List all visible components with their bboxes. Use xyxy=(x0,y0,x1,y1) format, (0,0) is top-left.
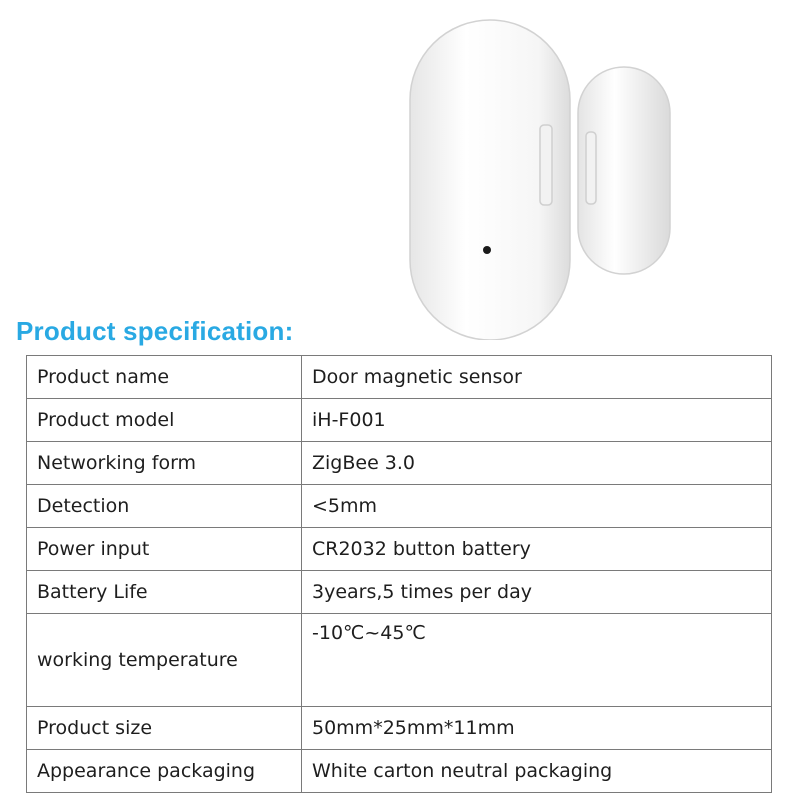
table-row xyxy=(27,707,772,750)
table-row xyxy=(27,571,772,614)
door-sensor-product-image xyxy=(400,10,690,340)
spec-label: Battery Life xyxy=(27,571,302,614)
table-row xyxy=(27,399,772,442)
spec-value: <5mm xyxy=(302,485,772,528)
spec-label: Power input xyxy=(27,528,302,571)
spec-table xyxy=(26,355,772,793)
spec-label: Appearance packaging xyxy=(27,750,302,793)
spec-value: CR2032 button battery xyxy=(302,528,772,571)
spec-label: Product model xyxy=(27,399,302,442)
spec-value: White carton neutral packaging xyxy=(302,750,772,793)
spec-label: Product size xyxy=(27,707,302,750)
spec-value: -10℃~45℃ xyxy=(302,614,772,707)
sensor-led-dot xyxy=(483,246,491,254)
spec-value: 3years,5 times per day xyxy=(302,571,772,614)
spec-label: Detection xyxy=(27,485,302,528)
table-row xyxy=(27,356,772,399)
table-row xyxy=(27,485,772,528)
spec-value: 50mm*25mm*11mm xyxy=(302,707,772,750)
spec-label: working temperature xyxy=(27,614,302,707)
spec-value: iH-F001 xyxy=(302,399,772,442)
table-row xyxy=(27,750,772,793)
sensor-slot xyxy=(540,125,552,205)
magnet-slot xyxy=(586,132,596,204)
table-row xyxy=(27,442,772,485)
spec-label: Product name xyxy=(27,356,302,399)
spec-value: Door magnetic sensor xyxy=(302,356,772,399)
spec-heading: Product specification: xyxy=(16,316,294,346)
spec-value: ZigBee 3.0 xyxy=(302,442,772,485)
table-row xyxy=(27,528,772,571)
spec-label: Networking form xyxy=(27,442,302,485)
table-row xyxy=(27,614,772,707)
